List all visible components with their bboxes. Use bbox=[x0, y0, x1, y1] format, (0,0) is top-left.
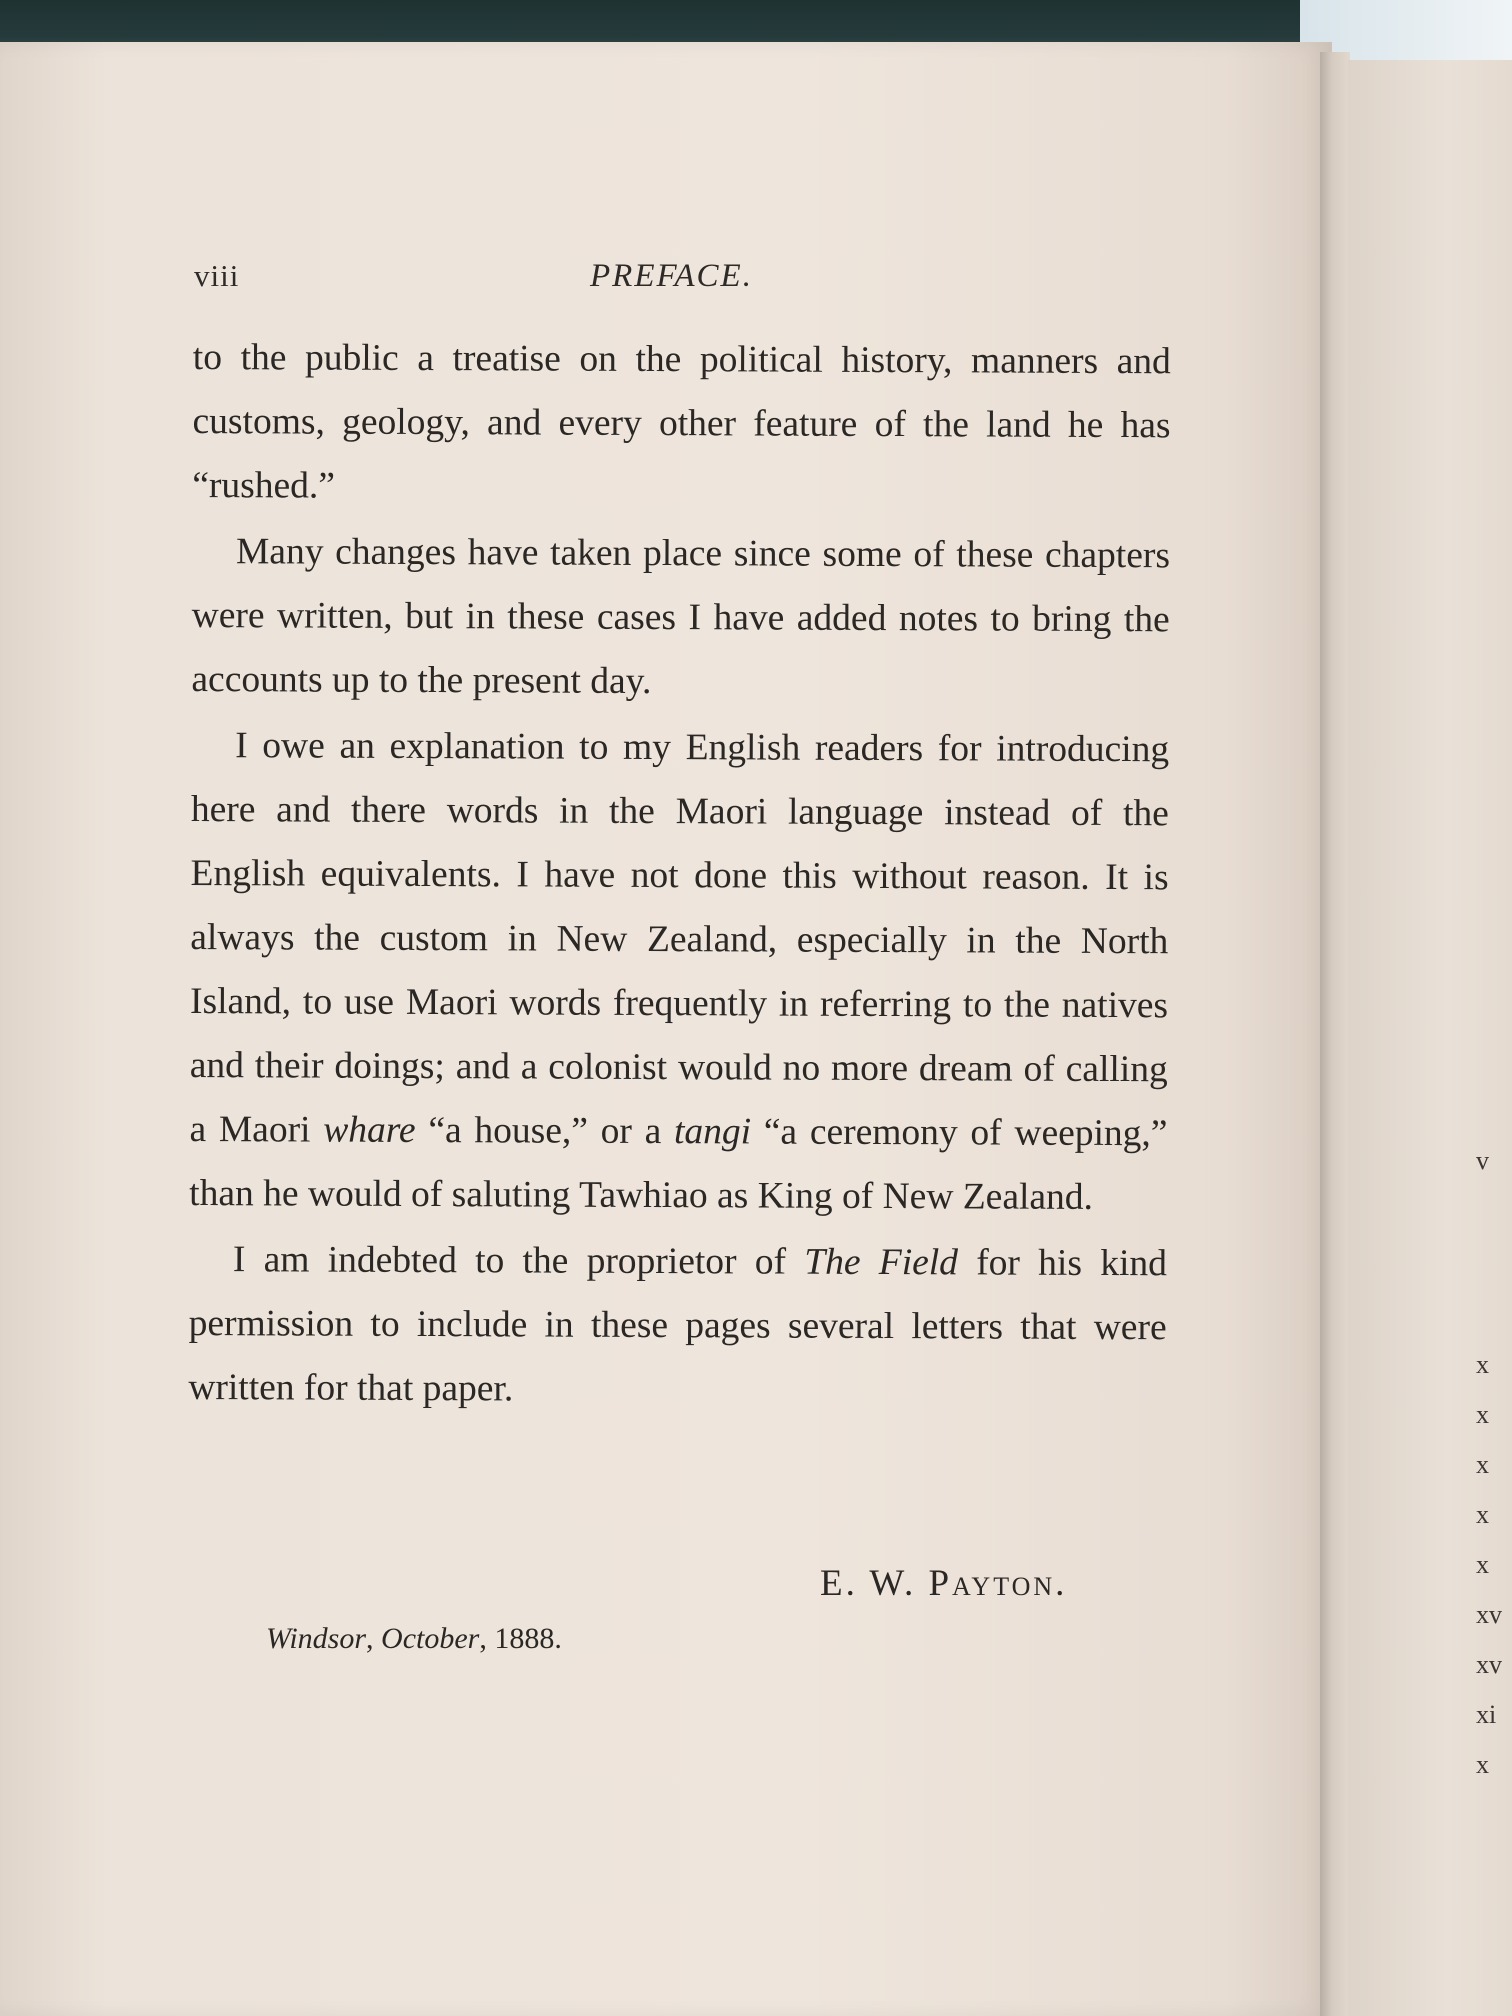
facing-fragment: v bbox=[1476, 1146, 1489, 1175]
author-signature bbox=[820, 1562, 1067, 1605]
publication-title: The Field bbox=[804, 1241, 959, 1284]
comma-2: , bbox=[479, 1622, 495, 1655]
running-head bbox=[0, 258, 1332, 298]
month: October bbox=[381, 1622, 480, 1655]
paragraph-4-text-a: I am indebted to the proprietor of bbox=[232, 1239, 805, 1283]
running-title: PREFACE. bbox=[590, 258, 753, 294]
facing-fragment: x bbox=[1476, 1550, 1489, 1579]
paragraph-3-text-b: “a house,” or a bbox=[415, 1109, 675, 1153]
facing-fragment: x bbox=[1476, 1350, 1489, 1379]
maori-word-whare: whare bbox=[323, 1109, 416, 1151]
paragraph-3 bbox=[189, 714, 1169, 1230]
paragraph-3-text-a: I owe an explanation to my English readers for introducing here and there words in the Maori language instead of the English equivalents. I have not done this without reason. It is always the custom in New Zealand, especially in the North Island, to use Maori words frequently in referring to the natives and their doings; and a colonist would no more dream of calling a Maori bbox=[189, 725, 1170, 1151]
maori-word-tangi: tangi bbox=[673, 1111, 752, 1153]
page-number: viii bbox=[194, 258, 240, 293]
paragraph-1: to the public a treatise on the political history, manners and customs, geology, and every other feature of the land he has “rushed.” bbox=[192, 336, 1171, 507]
book-gutter bbox=[1320, 52, 1350, 2016]
body-text bbox=[188, 326, 1171, 1426]
facing-fragment: x bbox=[1476, 1400, 1489, 1429]
year: 1888. bbox=[494, 1622, 562, 1655]
facing-page-edge-text bbox=[1470, 0, 1512, 2016]
paragraph-4 bbox=[188, 1228, 1167, 1424]
paragraph-2: Many changes have taken place since some of these chapters were written, but in these cases I have added notes to bring the accounts up to the present day. bbox=[191, 531, 1171, 703]
place: Windsor bbox=[266, 1622, 367, 1655]
facing-fragment: x bbox=[1476, 1450, 1489, 1479]
place-and-date bbox=[266, 1622, 562, 1656]
signature-text: E. W. Payton. bbox=[820, 1563, 1068, 1604]
comma-1: , bbox=[366, 1622, 382, 1655]
facing-fragment: xv bbox=[1476, 1650, 1502, 1679]
paragraph-4-text-b: for his kind permission to include in these pages several letters that were written for that paper. bbox=[188, 1242, 1168, 1410]
paragraph-3-text-c: “a ceremony of weeping,” than he would of saluting Tawhiao as King of New Zealand. bbox=[189, 1111, 1168, 1218]
facing-fragment: xv bbox=[1476, 1600, 1502, 1629]
facing-fragment: x bbox=[1476, 1750, 1489, 1779]
facing-fragment: x bbox=[1476, 1500, 1489, 1529]
facing-fragment: xi bbox=[1476, 1700, 1497, 1729]
